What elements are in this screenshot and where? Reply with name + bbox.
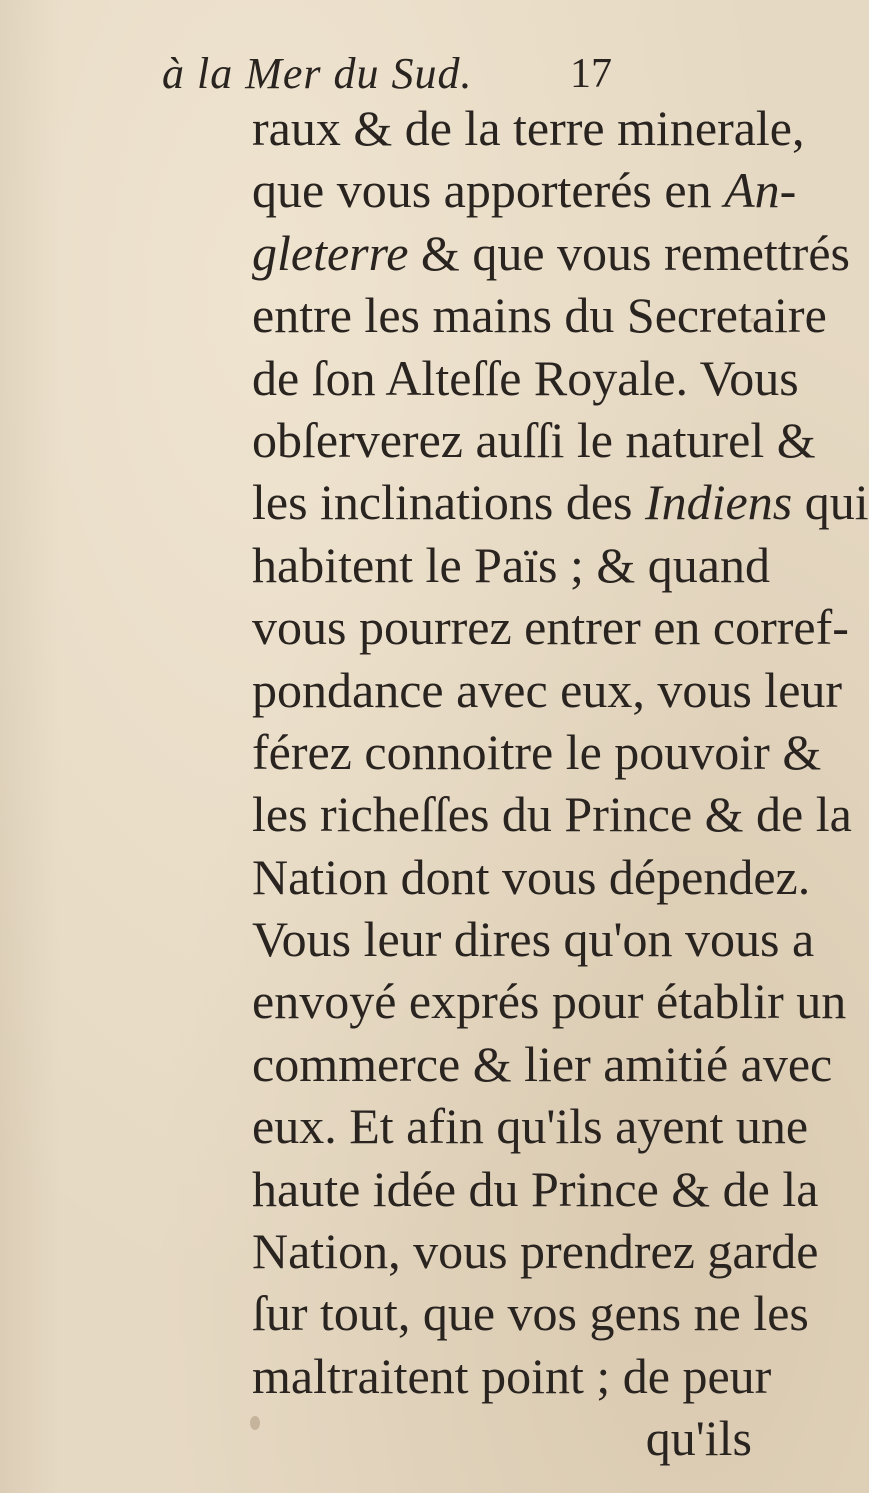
- text-line: [252, 1345, 772, 1407]
- text-segment: entre les mains du Secretaire: [252, 287, 827, 344]
- text-line: [252, 596, 849, 658]
- text-line: [252, 721, 822, 783]
- text-segment: férez connoitre le pouvoir &: [252, 723, 822, 780]
- text-line: [252, 97, 805, 159]
- text-segment: vous pourrez entrer en corref-: [252, 599, 849, 656]
- text-segment: de ſon Alteſſe Royale. Vous: [252, 349, 799, 406]
- text-line: [252, 534, 770, 596]
- text-line: [252, 846, 811, 908]
- catchword: qu'ils: [645, 1410, 752, 1467]
- text-segment: envoyé exprés pour établir un: [252, 973, 847, 1030]
- text-line: [252, 659, 843, 721]
- text-line: [252, 347, 799, 409]
- text-segment: haute idée du Prince & de la: [252, 1160, 819, 1217]
- text-line: [252, 1220, 819, 1282]
- text-segment: Nation, vous prendrez garde: [252, 1223, 819, 1280]
- text-segment: Vous leur dires qu'on vous a: [252, 911, 815, 968]
- ink-spot: [250, 1416, 260, 1430]
- text-segment: commerce & lier amitié avec: [252, 1035, 833, 1092]
- ink-spot: [750, 318, 755, 323]
- text-line: [252, 222, 850, 284]
- text-segment: ſur tout, que vos gens ne les: [252, 1285, 809, 1342]
- text-line: [252, 908, 815, 970]
- text-line: [252, 159, 797, 221]
- text-segment: eux. Et afin qu'ils ayent une: [252, 1098, 809, 1155]
- text-segment: Nation dont vous dépendez.: [252, 848, 811, 905]
- text-line: [252, 1095, 809, 1157]
- text-line: [252, 783, 852, 845]
- text-segment: Indiens: [645, 474, 793, 531]
- text-segment: pondance avec eux, vous leur: [252, 661, 843, 718]
- text-segment: maltraitent point ; de peur: [252, 1347, 772, 1404]
- text-segment: les inclinations des: [252, 474, 645, 531]
- text-segment: raux & de la terre minerale,: [252, 100, 805, 156]
- text-segment: que vous apporterés en: [252, 162, 725, 219]
- text-segment: An-: [724, 162, 797, 219]
- text-segment: & que vous remettrés: [408, 224, 850, 281]
- text-line: [252, 1158, 819, 1220]
- text-line: [252, 1033, 833, 1095]
- text-line: [252, 471, 869, 533]
- running-head: [0, 40, 800, 100]
- text-segment: gleterre: [252, 224, 409, 281]
- text-line: [252, 409, 816, 471]
- body-text: [252, 97, 869, 1470]
- text-segment: qui: [792, 474, 869, 531]
- text-line: [252, 1282, 809, 1344]
- text-segment: habitent le Païs ; & quand: [252, 536, 770, 593]
- page-number: 17: [570, 51, 612, 97]
- text-segment: obſerverez auſſi le naturel &: [252, 411, 816, 468]
- running-title: à la Mer du Sud.: [162, 49, 473, 98]
- text-line: [252, 970, 847, 1032]
- text-line: [252, 284, 827, 346]
- text-segment: les richeſſes du Prince & de la: [252, 786, 852, 843]
